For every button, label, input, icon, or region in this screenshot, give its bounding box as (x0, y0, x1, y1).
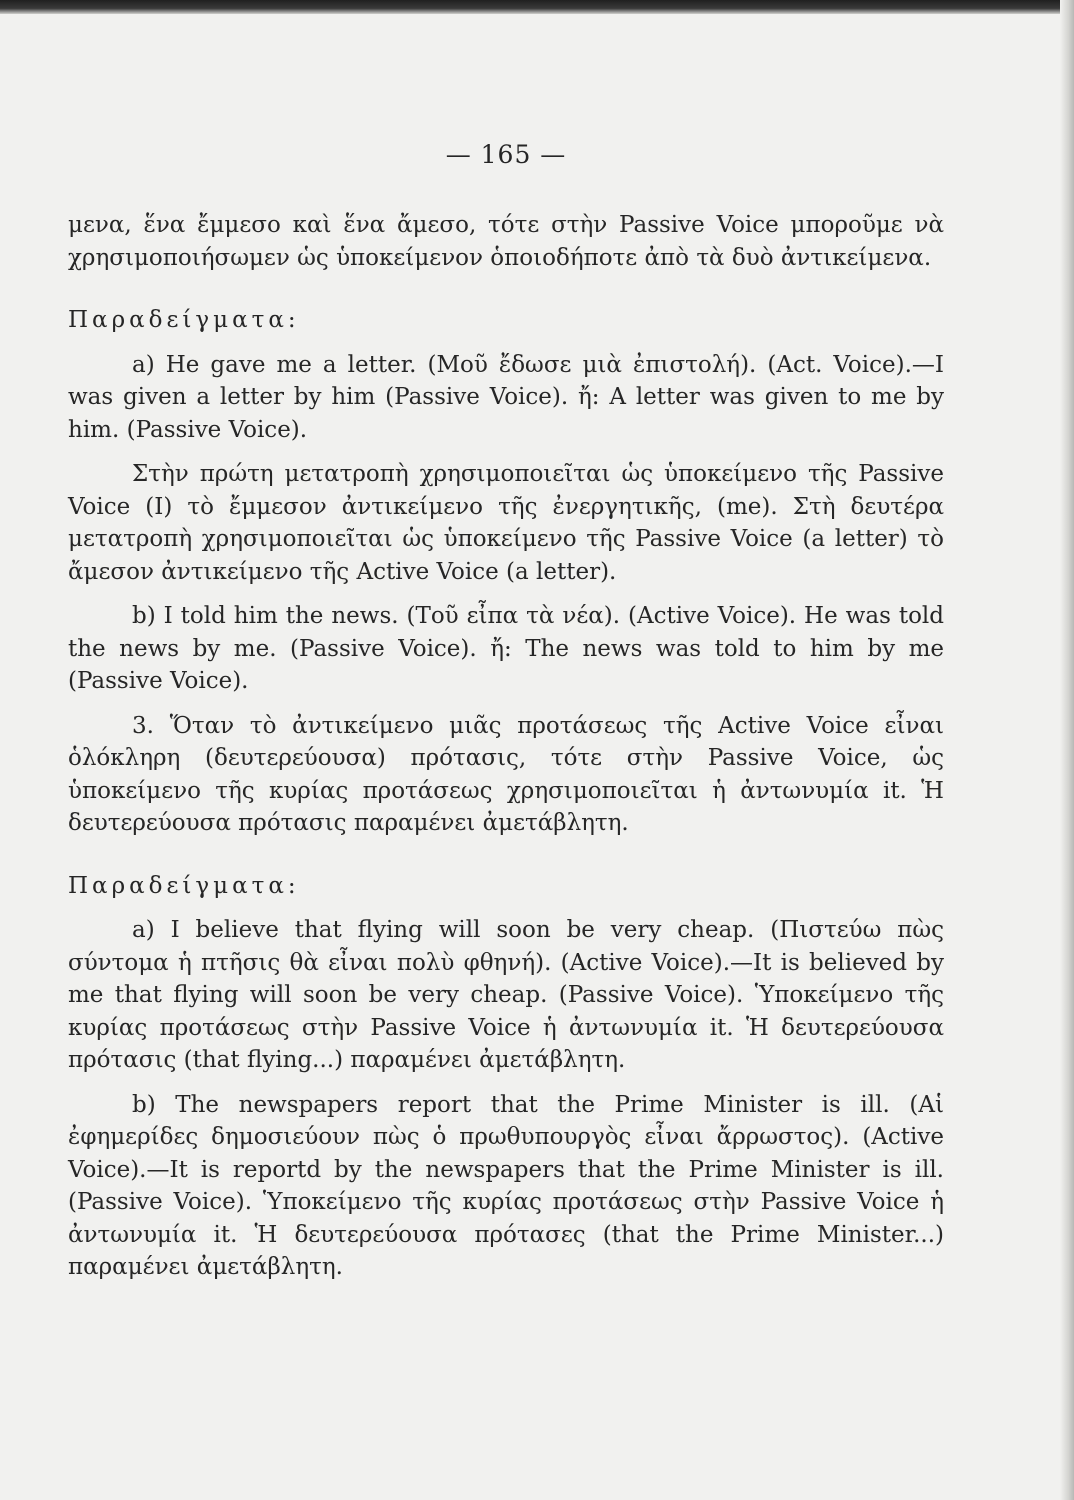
continued-paragraph: μενα, ἕνα ἔμμεσο καὶ ἕνα ἄμεσο, τότε στὴν Passive Voice μποροῦμε νὰ χρησιμοποιήσωμεν ὡς ὑποκείμενον ὁποιοδήποτε ἀπὸ τὰ δυὸ ἀντικείμενα. (68, 212, 944, 271)
example-b-2: b) The newspapers report that the Prime Minister is ill. (Αἱ ἐφημερίδες δημοσιεύουν πὼς ὁ πρωθυπουργὸς εἶναι ἄρρωστος). (Active Voice).—It is reportd by the newspapers that the Prime Minister is ill. (Passive Voice). Ὑποκείμενο τῆς κυρίας προτάσεως στὴν Passive Voice ἡ ἀντωνυμία it. Ἡ δευτερεύουσα πρότασες (that the Prime Minister...) παραμένει ἀμετάβλητη. (68, 1091, 944, 1280)
examples-heading-1: Παραδείγματα: (68, 307, 300, 333)
page-number: — 165 — (445, 140, 567, 169)
rule-3-paragraph: 3. Ὅταν τὸ ἀντικείμενο μιᾶς προτάσεως τῆς Active Voice εἶναι ὁλόκληρη (δευτερεύουσα) πρότασις, τότε στὴν Passive Voice, ὡς ὑποκείμενο τῆς κυρίας προτάσεως χρησιμοποιεῖται ἡ ἀντωνυμία it. Ἡ δευτερεύουσα πρότασις παραμένει ἀμετάβλητη. (68, 712, 944, 836)
example-b-1: b) I told him the news. (Τοῦ εἶπα τὰ νέα). (Active Voice). He was told the news by me. (Passive Voice). ἤ: The news was told to him by me (Passive Voice). (68, 603, 944, 694)
example-a-2: a) I believe that flying will soon be very cheap. (Πιστεύω πὼς σύντομα ἡ πτῆσις θὰ εἶναι πολὺ φθηνή). (Active Voice).—It is believed by me that flying will soon be very cheap. (Passive Voice). Ὑποκείμενο τῆς κυρίας προτάσεως στὴν Passive Voice ἡ ἀντωνυμία it. Ἡ δευτερεύουσα πρότασις (that flying...) παραμένει ἀμετάβλητη. (68, 917, 944, 1073)
examples-heading-2: Παραδείγματα: (68, 872, 300, 899)
example-a-1: a) He gave me a letter. (Μοῦ ἔδωσε μιὰ ἐπιστολή). (Act. Voice).—I was given a letter by him (Passive Voice). ἤ: A letter was given to me by him. (Passive Voice). (68, 351, 944, 443)
book-page (68, 140, 944, 1284)
scan-top-border (0, 0, 1074, 14)
explanation-paragraph: Στὴν πρώτη μετατροπὴ χρησιμοποιεῖται ὡς ὑποκείμενο τῆς Passive Voice (I) τὸ ἔμμεσον ἀντικείμενο τῆς ἐνεργητικῆς, (me). Στὴ δευτέρα μετατροπὴ χρησιμοποιεῖται ὡς ὑποκείμενο τῆς Passive Voice (a letter) τὸ ἄμεσον ἀντικείμενο τῆς Active Voice (a letter). (68, 461, 944, 585)
scan-right-edge (1060, 0, 1074, 1500)
